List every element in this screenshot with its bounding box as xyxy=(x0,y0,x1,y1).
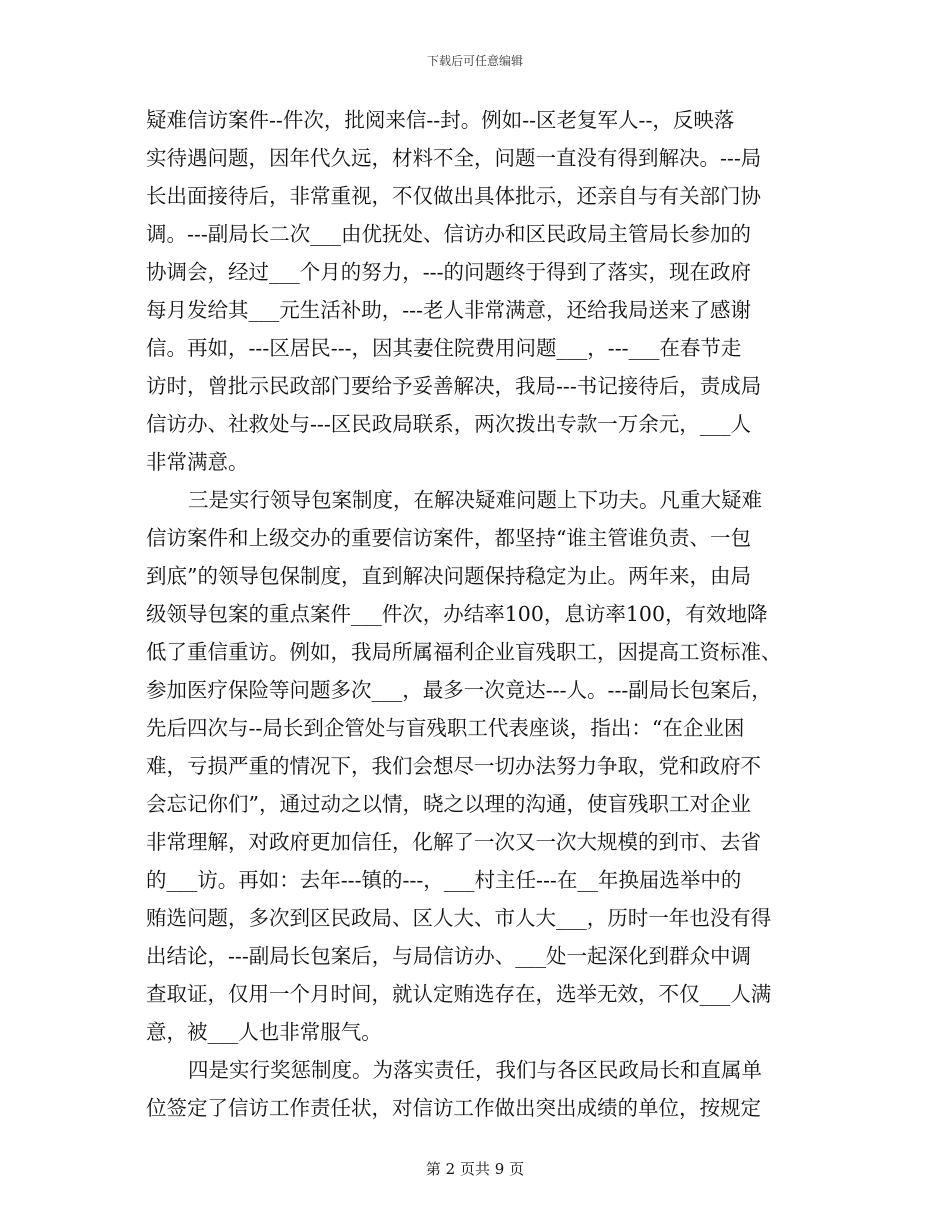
text-line: 查取证，仅用一个月时间，就认定贿选存在，选举无效，不仅___人满 xyxy=(146,982,772,1006)
text-line: 协调会，经过___个月的努力，---的问题终于得到了落实，现在政府 xyxy=(146,260,752,284)
document-body xyxy=(146,101,806,1127)
text-line: 意，被___人也非常服气。 xyxy=(146,1020,382,1044)
text-line: 每月发给其___元生活补助，---老人非常满意，还给我局送来了感谢 xyxy=(146,298,752,322)
page-number-footer: 第 2 页共 9 页 xyxy=(425,1160,525,1178)
page-header-note: 下载后可任意编辑 xyxy=(426,54,523,68)
paragraph-start-line: 三是实行领导包案制度，在解决疑难问题上下功夫。凡重大疑难 xyxy=(188,488,762,512)
text-line: 信访办、社救处与---区民政局联系，两次拨出专款一万余元，___人 xyxy=(146,412,752,436)
text-line: 信访案件和上级交办的重要信访案件，都坚持“谁主管谁负责、一包 xyxy=(146,526,751,550)
text-line: 的___访。再如：去年---镇的---，___村主任---在__年换届选举中的 xyxy=(146,868,742,892)
text-line: 位签定了信访工作责任状，对信访工作做出突出成绩的单位，按规定 xyxy=(146,1096,761,1120)
text-line: 会忘记你们”，通过动之以情，晓之以理的沟通，使盲残职工对企业 xyxy=(146,792,751,816)
text-line: 访时，曾批示民政部门要给予妥善解决，我局---书记接待后，责成局 xyxy=(146,374,762,398)
text-line: 非常满意。 xyxy=(146,450,249,474)
paragraph-start-line: 四是实行奖惩制度。为落实责任，我们与各区民政局长和直属单 xyxy=(188,1058,762,1082)
text-line: 信。再如，---区居民---，因其妻住院费用问题___，---___在春节走 xyxy=(146,336,742,360)
text-line: 贿选问题，多次到区民政局、区人大、市人大___，历时一年也没有得 xyxy=(146,906,772,930)
text-line: 到底”的领导包保制度，直到解决问题保持稳定为止。两年来，由局 xyxy=(146,564,751,588)
text-line: 调。---副局长二次___由优抚处、信访办和区民政局主管局长参加的 xyxy=(146,222,752,246)
text-line: 长出面接待后，非常重视，不仅做出具体批示，还亲自与有关部门协 xyxy=(146,184,761,208)
text-line: 非常理解，对政府更加信任，化解了一次又一次大规模的到市、去省 xyxy=(146,830,761,854)
text-line: 先后四次与--局长到企管处与盲残职工代表座谈，指出：“在企业困 xyxy=(146,716,745,740)
text-line: 实待遇问题，因年代久远，材料不全，问题一直没有得到解决。---局 xyxy=(146,146,762,170)
text-line: 级领导包案的重点案件___件次，办结率100，息访率100，有效地降 xyxy=(146,602,768,626)
text-line: 疑难信访案件--件次，批阅来信--封。例如--区老复军人--，反映落 xyxy=(146,108,735,132)
text-line: 低了重信重访。例如，我局所属福利企业盲残职工，因提高工资标准、 xyxy=(146,640,782,664)
text-line: 参加医疗保险等问题多次___，最多一次竟达---人。---副局长包案后， xyxy=(146,678,772,702)
text-line: 出结论，---副局长包案后，与局信访办、___处一起深化到群众中调 xyxy=(146,944,752,968)
text-line: 难，亏损严重的情况下，我们会想尽一切办法努力争取，党和政府不 xyxy=(146,754,761,778)
